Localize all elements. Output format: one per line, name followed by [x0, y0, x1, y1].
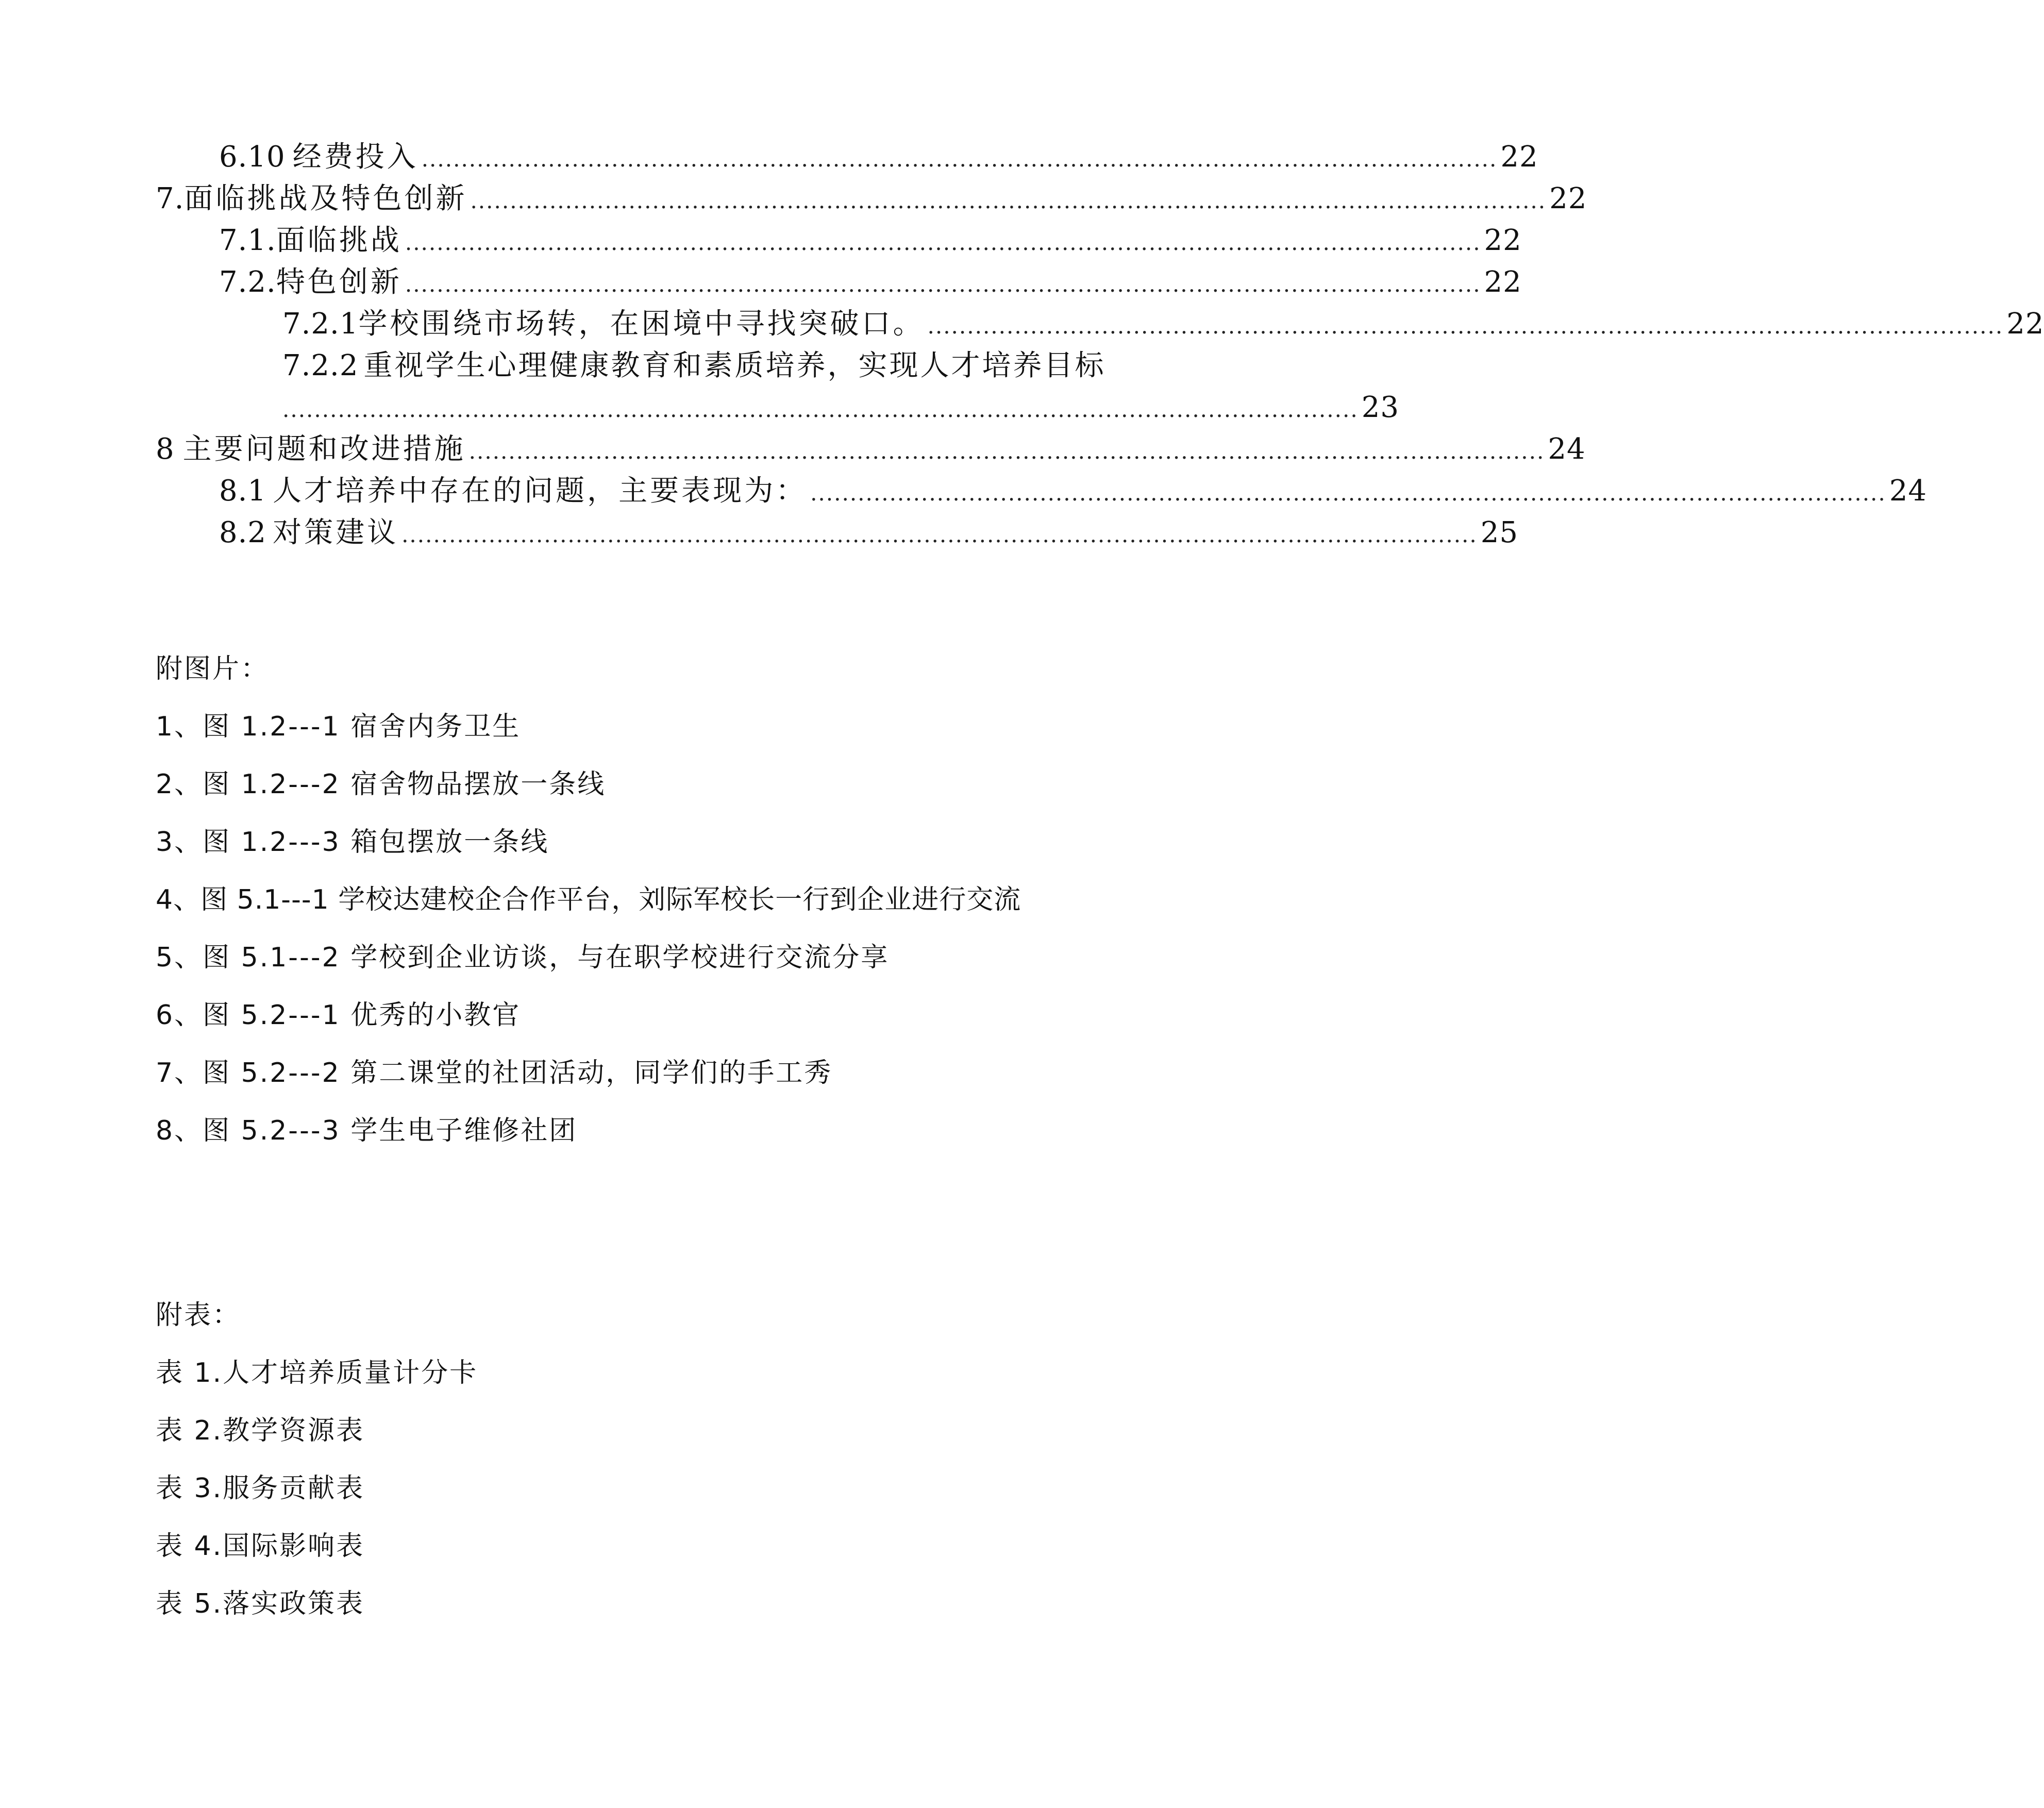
- list-item: 表 3.服务贡献表: [156, 1473, 365, 1504]
- toc-entry-number: 7.2.: [219, 265, 276, 299]
- toc-entry-page: 22: [1484, 265, 1522, 299]
- toc-entry-number: 7.2.1: [282, 307, 359, 341]
- list-item: 7、图 5.2---2 第二课堂的社团活动，同学们的手工秀: [156, 1058, 833, 1089]
- toc-entry-6-10[interactable]: [219, 137, 1538, 178]
- toc-entry-7-2-2-continuation[interactable]: [282, 387, 1399, 428]
- list-item: 6、图 5.2---1 优秀的小教官: [156, 1000, 521, 1031]
- toc-leader-dots: ........................................................................................................................................: [421, 146, 1498, 172]
- list-item: 4、图 5.1---1 学校达建校企合作平台，刘际军校长一行到企业进行交流: [156, 884, 1021, 915]
- list-item: 3、图 1.2---3 箱包摆放一条线: [156, 827, 549, 858]
- toc-entry-title: 主要问题和改进措施: [182, 432, 466, 466]
- toc-entry-page: 22: [1484, 224, 1522, 257]
- figures-list-title: 附图片：: [156, 654, 270, 684]
- toc-entry-title: 经费投入: [292, 140, 418, 174]
- toc-entry-8-2[interactable]: [219, 512, 1519, 554]
- toc-entry-page: 24: [1889, 474, 1928, 508]
- toc-entry-8-1[interactable]: [219, 471, 1928, 512]
- toc-leader-dots: ........................................................................................................................................: [405, 272, 1481, 297]
- toc-entry-7-2-1[interactable]: [282, 304, 2044, 345]
- toc-entry-7-1[interactable]: [219, 220, 1522, 261]
- toc-entry-7[interactable]: [156, 178, 1587, 220]
- toc-entry-7-2[interactable]: [219, 262, 1522, 303]
- toc-entry-number: 8: [156, 432, 175, 466]
- toc-entry-title: 学校围绕市场转，在困境中寻找突破口。: [358, 307, 925, 341]
- toc-leader-dots: ........................................................................................................................................: [927, 313, 2004, 339]
- tables-list-title: 附表：: [156, 1300, 241, 1331]
- toc-entry-number: 7.: [156, 182, 185, 215]
- toc-entry-title: 对策建议: [273, 516, 399, 549]
- toc-entry-number: 6.10: [219, 140, 286, 174]
- toc-entry-title: 面临挑战: [276, 224, 402, 257]
- toc-leader-dots: ........................................................................................................................................: [470, 188, 1547, 213]
- list-item: 5、图 5.1---2 学校到企业访谈，与在职学校进行交流分享: [156, 942, 890, 973]
- toc-leader-dots: ........................................................................................................................................: [468, 439, 1545, 464]
- toc-leader-dots: ........................................................................................................................................: [401, 522, 1478, 547]
- toc-entry-number: 8.2: [219, 516, 267, 549]
- list-item: 8、图 5.2---3 学生电子维修社团: [156, 1115, 578, 1146]
- toc-entry-number: 7.1.: [219, 224, 276, 257]
- toc-entry-title: 特色创新: [276, 265, 402, 299]
- toc-leader-dots: ........................................................................................................................................: [282, 397, 1359, 422]
- toc-entry-number: 7.2.2: [282, 349, 359, 382]
- toc-leader-dots: ........................................................................................................................................: [405, 230, 1481, 255]
- list-item: 表 1.人才培养质量计分卡: [156, 1358, 478, 1388]
- toc-entry-page: 22: [1500, 140, 1538, 174]
- toc-entry-page: 23: [1361, 391, 1399, 424]
- list-item: 表 4.国际影响表: [156, 1531, 365, 1562]
- toc-entry-8[interactable]: [156, 429, 1586, 470]
- toc-entry-page: 22: [1549, 182, 1587, 215]
- toc-entry-title: 面临挑战及特色创新: [184, 182, 467, 215]
- toc-entry-page: 25: [1480, 516, 1519, 549]
- toc-entry-page: 22: [2006, 307, 2044, 341]
- list-item: 表 2.教学资源表: [156, 1415, 365, 1446]
- toc-entry-number: 8.1: [219, 474, 267, 508]
- list-item: 2、图 1.2---2 宿舍物品摆放一条线: [156, 769, 606, 800]
- toc-entry-7-2-2[interactable]: [282, 345, 1121, 387]
- list-item: 表 5.落实政策表: [156, 1588, 365, 1619]
- toc-entry-title: 人才培养中存在的问题，主要表现为：: [273, 474, 808, 508]
- toc-entry-title: 重视学生心理健康教育和素质培养，实现人才培养目标: [363, 349, 1106, 382]
- list-item: 1、图 1.2---1 宿舍内务卫生: [156, 711, 521, 742]
- toc-entry-page: 24: [1548, 432, 1586, 466]
- toc-leader-dots: ........................................................................................................................................: [810, 480, 1886, 506]
